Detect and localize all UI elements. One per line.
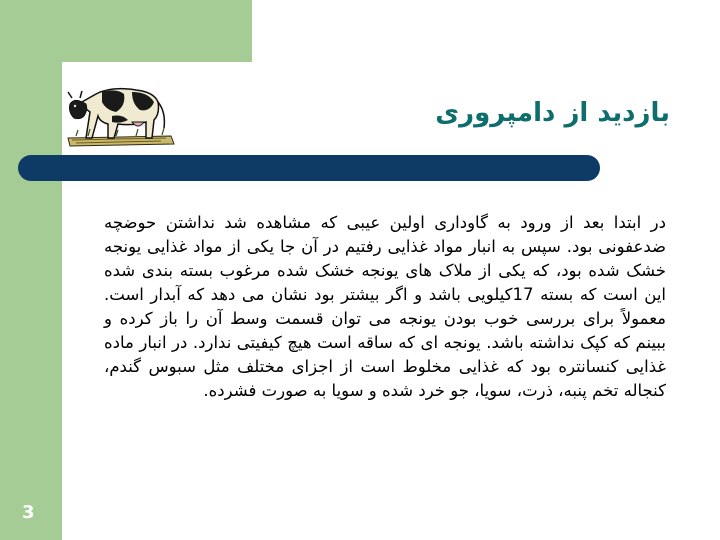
top-green-band (0, 0, 252, 62)
left-green-band (0, 0, 62, 540)
slide-body-text: در ابتدا بعد از ورود به گاوداری اولین عیبی که مشاهده شد نداشتن حوضچه ضدعفونی بود. سپس به انبار مواد غذایی رفتیم در آن جا یکی از مواد غذایی یونجه خشک شده بود، که یکی از ملاک های یونجه خشک شده مرغوب بسته بندی شده این است که بسته 17کیلویی باشد و اگر بیشتر بود نشان می دهد که آبدار است. معمولاً برای بررسی خوب بودن یونجه می توان قسمت وسط آن را باز کرده و ببینم که کپک نداشته باشد. یونجه ای که ساقه است هیچ کیفیتی ندارد. در انبار ماده غذایی کنسانتره بود که غذایی مخلوط است از اجزای مختلف مثل سبوس گندم، کنجاله تخم پنبه، ذرت، سویا، جو خرد شده و سویا به صورت فشرده. (104, 212, 666, 400)
title-underline-bar (18, 155, 600, 181)
slide-title: بازدید از دامپروری (435, 98, 670, 128)
slide-number: 3 (22, 502, 35, 523)
cow-icon (66, 72, 176, 150)
